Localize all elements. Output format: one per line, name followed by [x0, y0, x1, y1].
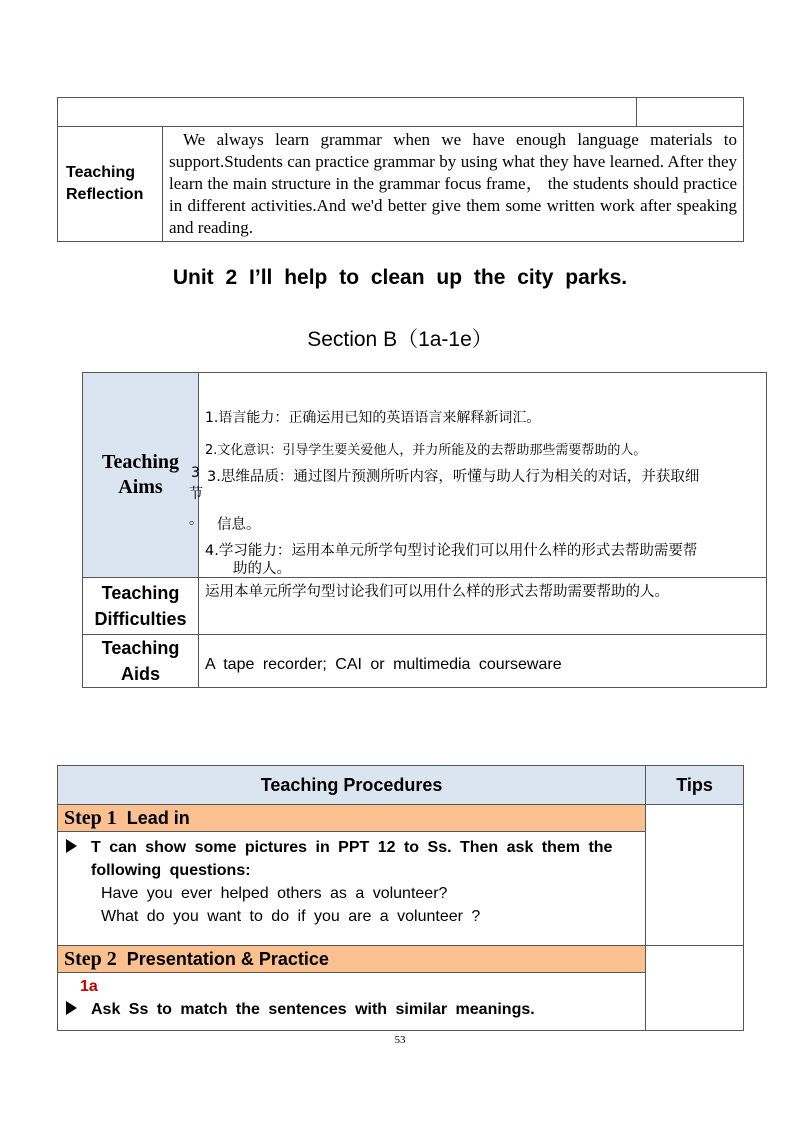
stray-char: 。: [189, 512, 203, 528]
step2-number: Step 2: [64, 947, 117, 970]
stray-char: 节: [189, 486, 203, 502]
page-number: 53: [394, 1034, 406, 1046]
step1-title: Lead in: [126, 807, 190, 828]
aids-content: [199, 635, 767, 688]
bullet-arrow-icon: [66, 1001, 77, 1015]
stray-char: 3: [191, 465, 200, 481]
section-title: Section B（1a-1e）: [307, 328, 493, 351]
aim-item: 3.思维品质：通过图片预测所听内容，听懂与助人行为相关的对话，并获取细: [207, 469, 700, 485]
aids-text: A tape recorder; CAI or multimedia courseware: [205, 656, 562, 673]
step2-bullet-text: Ask Ss to match the sentences with similar meanings.: [91, 1001, 535, 1018]
step1-tips: [646, 805, 744, 946]
blank-cell: [58, 98, 637, 127]
reflection-label: [58, 127, 163, 242]
step1-heading: [58, 805, 646, 832]
step1-question: What do you want to do if you are a volunteer ?: [101, 908, 481, 925]
tips-header: Tips: [646, 766, 744, 805]
step2-tips: [646, 946, 744, 1031]
aims-label: [83, 373, 199, 578]
difficulties-label: [83, 578, 199, 635]
step1-question: Have you ever helped others as a volunteer?: [101, 885, 448, 902]
difficulties-content: [199, 578, 767, 635]
aim-item: 4.学习能力：运用本单元所学句型讨论我们可以用什么样的形式去帮助需要帮: [205, 543, 698, 559]
reflection-table: [57, 97, 744, 242]
procedures-header: Teaching Procedures: [58, 766, 646, 805]
reflection-label-line1: Teaching: [66, 164, 136, 181]
blank-cell: [637, 98, 744, 127]
step2-title: Presentation & Practice: [126, 948, 329, 969]
step2-subheading: 1a: [80, 978, 98, 995]
step1-content: [58, 832, 646, 946]
step1-number: Step 1: [64, 806, 117, 829]
aim-item: 2.文化意识：引导学生要关爱他人，并力所能及的去帮助那些需要帮助的人。: [205, 443, 647, 458]
aim-item: 信息。: [217, 517, 261, 533]
procedures-table: [57, 765, 744, 1031]
aim-item: 1.语言能力：正确运用已知的英语语言来解释新词汇。: [205, 410, 541, 426]
aids-label: [83, 635, 199, 688]
aims-label-line2: Aims: [118, 476, 163, 498]
step2-heading: [58, 946, 646, 973]
aims-table: [82, 372, 767, 688]
step2-bullet: [66, 998, 635, 1021]
aim-item: 助的人。: [233, 561, 291, 577]
reflection-label-line2: Reflection: [66, 186, 144, 203]
aids-label-line1: Teaching: [101, 638, 180, 658]
reflection-text-content: We always learn grammar when we have enough language materials to support.Students can practice grammar by using what they have learned. After they learn the main structure in the grammar focus frame， the students should practice in different activities.And we'd better give them some written work after speaking and reading.: [169, 130, 737, 237]
step1-bullet-line1: T can show some pictures in PPT 12 to Ss. Then ask them the: [91, 839, 613, 856]
bullet-arrow-icon: [66, 839, 77, 853]
step1-bullet: [66, 836, 635, 859]
aims-label-line1: Teaching: [101, 451, 180, 473]
difficulties-label-line1: Teaching: [101, 583, 180, 603]
aids-label-line2: Aids: [120, 664, 160, 684]
difficulties-label-line2: Difficulties: [94, 609, 187, 629]
step2-content: [58, 973, 646, 1031]
reflection-text: [163, 127, 744, 242]
difficulties-text: 运用本单元所学句型讨论我们可以用什么样的形式去帮助需要帮助的人。: [205, 584, 669, 600]
aims-content: [189, 373, 767, 578]
unit-title: Unit 2 I’ll help to clean up the city parks.: [172, 266, 628, 289]
step1-bullet-line2: following questions:: [91, 862, 251, 879]
